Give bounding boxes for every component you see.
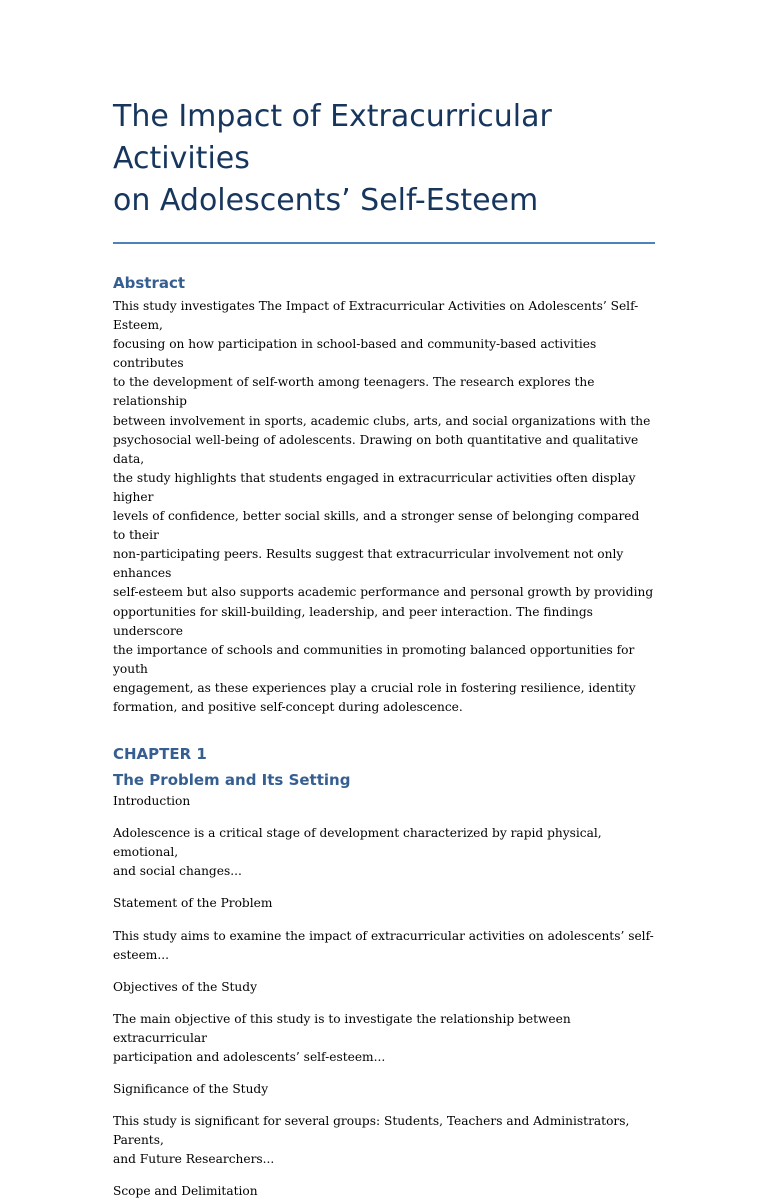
section-label-statement: Statement of the Problem bbox=[113, 896, 273, 911]
title-line-2: on Adolescents’ Self-Esteem bbox=[113, 183, 539, 218]
abstract-line: opportunities for skill-building, leadership, and peer interaction. The findings underscore bbox=[113, 604, 593, 638]
abstract-line: non-participating peers. Results suggest that extracurricular involvement not only enhances bbox=[113, 547, 624, 581]
abstract-line: the importance of schools and communities in promoting balanced opportunities for youth bbox=[113, 642, 635, 676]
body-line: The main objective of this study is to investigate the relationship between extracurricular bbox=[113, 1011, 571, 1045]
section-label-introduction: Introduction bbox=[113, 794, 191, 809]
abstract-heading: Abstract bbox=[113, 274, 186, 292]
section-label-significance: Significance of the Study bbox=[113, 1082, 269, 1097]
abstract-line: engagement, as these experiences play a crucial role in fostering resilience, identity bbox=[113, 680, 636, 695]
section-body-statement bbox=[113, 927, 655, 965]
title-divider bbox=[113, 242, 655, 244]
document-title bbox=[113, 96, 655, 222]
abstract-line: between involvement in sports, academic clubs, arts, and social organizations with the bbox=[113, 413, 651, 428]
chapter-subtitle: The Problem and Its Setting bbox=[113, 771, 351, 790]
body-line: Adolescence is a critical stage of development characterized by rapid physical, emotional, bbox=[113, 826, 602, 860]
section-body-objectives bbox=[113, 1010, 655, 1067]
body-line: This study is significant for several groups: Students, Teachers and Administrators, Parents, bbox=[113, 1114, 630, 1148]
body-line: participation and adolescents’ self-esteem... bbox=[113, 1050, 386, 1064]
abstract-line: self-esteem but also supports academic performance and personal growth by providing bbox=[113, 585, 654, 600]
body-line: and Future Researchers... bbox=[113, 1152, 275, 1167]
abstract-line: psychosocial well-being of adolescents. Drawing on both quantitative and qualitative data, bbox=[113, 432, 639, 466]
abstract-line: formation, and positive self-concept during adolescence. bbox=[113, 699, 463, 714]
title-line-1: The Impact of Extracurricular Activities bbox=[113, 99, 552, 176]
section-label-scope: Scope and Delimitation bbox=[113, 1184, 258, 1199]
body-line: and social changes... bbox=[113, 864, 242, 879]
chapter-heading: CHAPTER 1 bbox=[113, 745, 207, 764]
document-page bbox=[113, 96, 655, 1202]
section-body-introduction bbox=[113, 824, 655, 881]
abstract-line: focusing on how participation in school-based and community-based activities contributes bbox=[113, 337, 597, 371]
abstract-line: the study highlights that students engaged in extracurricular activities often display higher bbox=[113, 470, 636, 504]
section-label-objectives: Objectives of the Study bbox=[113, 979, 257, 994]
abstract-line: levels of confidence, better social skills, and a stronger sense of belonging compared to their bbox=[113, 509, 640, 543]
section-body-significance bbox=[113, 1112, 655, 1169]
abstract-line: to the development of self-worth among teenagers. The research explores the relationship bbox=[113, 375, 595, 409]
abstract-body bbox=[113, 297, 655, 717]
abstract-line: This study investigates The Impact of Extracurricular Activities on Adolescents’ Self-Esteem, bbox=[113, 299, 639, 333]
body-line: esteem... bbox=[113, 947, 169, 962]
body-line: This study aims to examine the impact of extracurricular activities on adolescents’ self- bbox=[113, 928, 654, 943]
